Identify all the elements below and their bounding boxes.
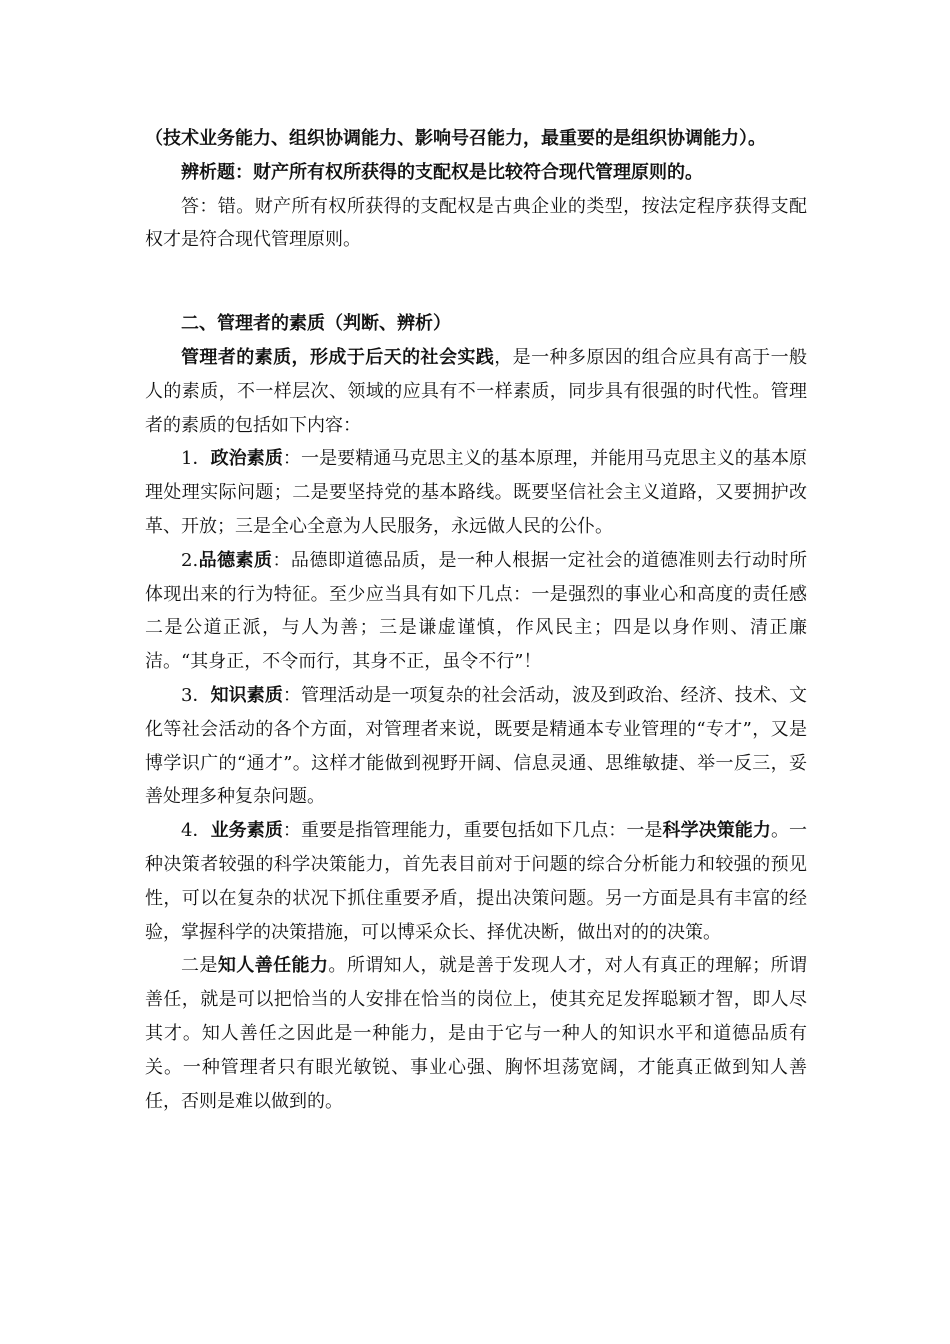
paragraph-political	[145, 442, 807, 543]
question-text: 辨析题：财产所有权所获得的支配权是比较符合现代管理原则的。	[181, 161, 703, 183]
paragraph-moral	[145, 544, 807, 679]
knowledge-number: 3．	[181, 684, 211, 706]
political-title: 政治素质	[210, 448, 283, 470]
document-body	[145, 122, 807, 1118]
business-text-2: 。一种决策者较强的科学决策能力，首先表目前对于问题的综合分析能力和较强的预见性，可以在复杂的状况下抓住重要矛盾，提出决策问题。另一方面是具有丰富的经验，掌握科学的决策措施，可以博采众长、择优决断，做出对的的决策。	[145, 820, 808, 943]
intro-text: ，是一种多原因的组合应具有高于一般人的素质，不一样层次、领域的应具有不一样素质，同步具有很强的时代性。管理者的素质的包括如下内容：	[145, 346, 808, 436]
business-number: 4．	[181, 820, 211, 842]
section-heading-text: 二、管理者的素质（判断、辨析）	[181, 313, 451, 335]
political-text: ：一是要精通马克思主义的基本原理，并能用马克思主义的基本原理处理实际问题；二是要坚持党的基本路线。既要坚信社会主义道路，又要拥护改革、开放；三是全心全意为人民服务，永远做人民的公仆。	[145, 448, 808, 537]
answer-text: 答：错。财产所有权所获得的支配权是古典企业的类型，按法定程序获得支配权才是符合现代管理原则。	[145, 195, 807, 251]
paragraph-abilities-text: （技术业务能力、组织协调能力、影响号召能力，最重要的是组织协调能力）。	[145, 128, 766, 149]
moral-number: 2.	[181, 549, 199, 571]
section-gap	[145, 257, 807, 307]
paragraph-abilities	[145, 122, 807, 156]
moral-text: ：品德即道德品质，是一种人根据一定社会的道德准则去行动时所体现出来的行为特征。至少应当具有如下几点：一是强烈的事业心和高度的责任感二是公道正派，与人为善；三是谦虚谨慎，作风民主；四是以身作则、清正廉洁。“其身正，不令而行，其身不正，虽令不行”！	[145, 549, 808, 673]
paragraph-business	[145, 814, 807, 949]
paragraph-talent	[145, 949, 807, 1118]
paragraph-intro	[145, 341, 807, 442]
knowledge-title: 知识素质	[210, 684, 283, 706]
paragraph-answer	[145, 190, 807, 258]
talent-text: 。所谓知人，就是善于发现人才，对人有真正的理解；所谓善任，就是可以把恰当的人安排在恰当的岗位上，使其充足发挥聪颖才智，即人尽其才。知人善任之因此是一种能力，是由于它与一种人的知识水平和道德品质有关。一种管理者只有眼光敏锐、事业心强、胸怀坦荡宽阔，才能真正做到知人善任，否则是难以做到的。	[145, 955, 808, 1112]
moral-title: 品德素质	[198, 549, 273, 571]
talent-title: 知人善任能力	[217, 955, 329, 977]
knowledge-text: ：管理活动是一项复杂的社会活动，波及到政治、经济、技术、文化等社会活动的各个方面，对管理者来说，既要是精通本专业管理的“专才”，又是博学识广的“通才”。这样才能做到视野开阔、信息灵通、思维敏捷、举一反三，妥善处理多种复杂问题。	[145, 684, 808, 808]
paragraph-question	[145, 156, 807, 190]
business-title: 业务素质	[210, 820, 283, 842]
business-text-1: ：重要是指管理能力，重要包括如下几点：一是	[282, 820, 663, 842]
section-heading	[145, 307, 807, 341]
paragraph-knowledge	[145, 679, 807, 814]
intro-bold: 管理者的素质，形成于后天的社会实践	[181, 346, 495, 368]
political-number: 1．	[181, 448, 211, 470]
business-bold-2: 科学决策能力	[662, 820, 771, 842]
talent-prefix: 二是	[181, 955, 218, 977]
